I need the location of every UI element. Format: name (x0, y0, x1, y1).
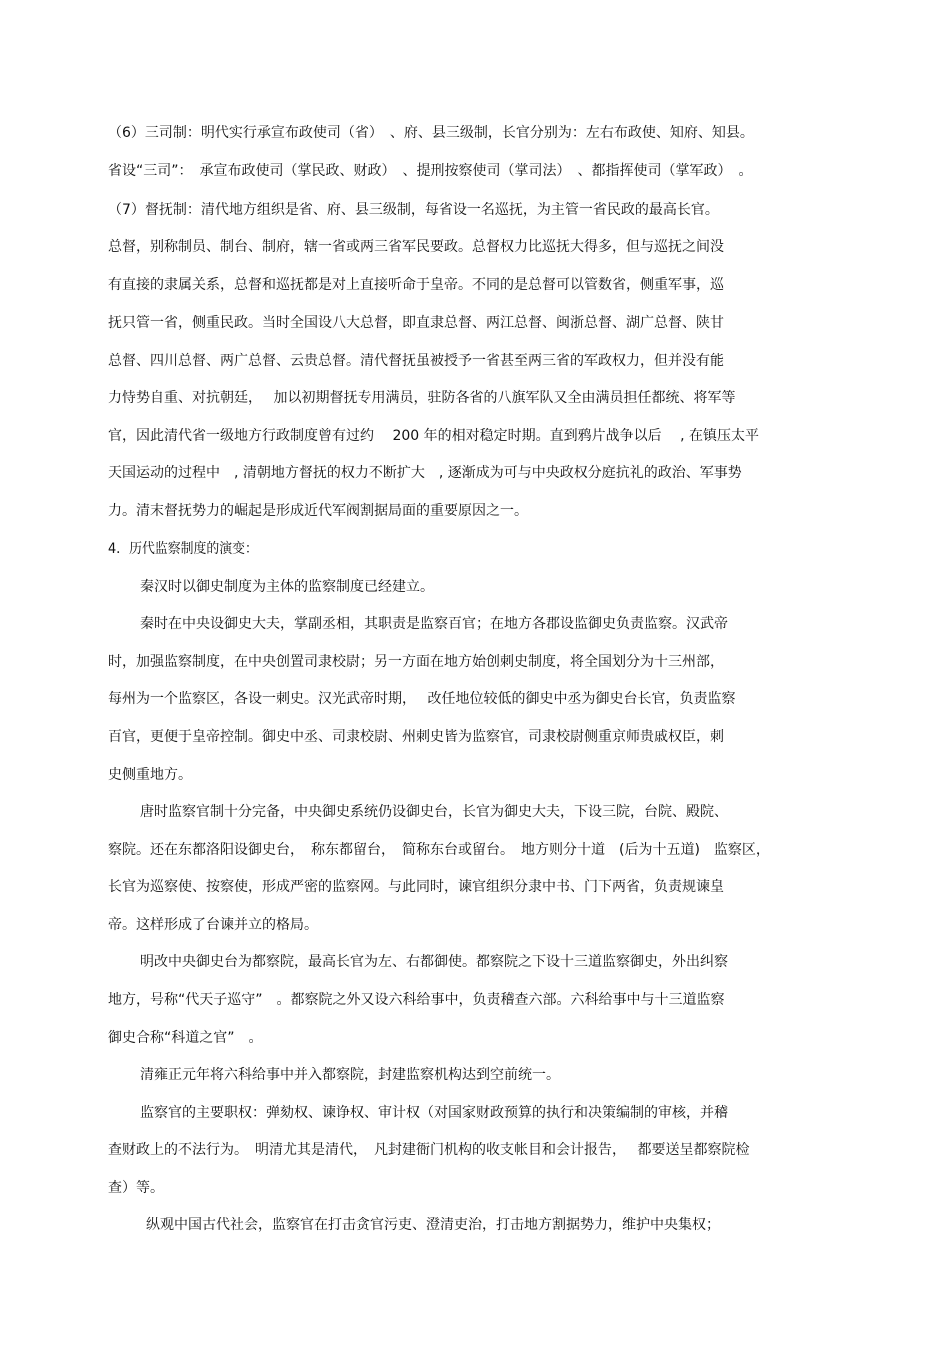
paragraph-line: 查）等。 (108, 1180, 164, 1196)
paragraph-line: 御史合称“科道之官” 。 (108, 1030, 263, 1046)
paragraph-line: 史侧重地方。 (108, 767, 192, 783)
paragraph-line: 查财政上的不法行为。 明清尤其是清代， 凡封建衙门机构的收支帐目和会计报告， 都要送呈都察院检 (108, 1142, 750, 1158)
section-heading: 4．历代监察制度的演变： (108, 541, 258, 557)
paragraph-line: 力。清末督抚势力的崛起是形成近代军阀割据局面的重要原因之一。 (108, 503, 528, 519)
paragraph-line: （6）三司制：明代实行承宣布政使司（省） 、府、县三级制，长官分别为：左右布政使、知府、知县。 (108, 125, 754, 141)
paragraph-line: 力恃势自重、对抗朝廷， 加以初期督抚专用满员，驻防各省的八旗军队又全由满员担任都统、将军等 (108, 390, 736, 406)
paragraph-line: 有直接的隶属关系，总督和巡抚都是对上直接听命于皇帝。不同的是总督可以管数省，侧重军事，巡 (108, 277, 724, 293)
paragraph-line: 清雍正元年将六科给事中并入都察院，封建监察机构达到空前统一。 (140, 1067, 560, 1083)
paragraph-line: 时，加强监察制度，在中央创置司隶校尉；另一方面在地方始创刺史制度，将全国划分为十三州部， (108, 654, 724, 670)
paragraph-line: 地方，号称“代天子巡守” 。都察院之外又设六科给事中，负责稽查六部。六科给事中与十三道监察 (108, 992, 725, 1008)
paragraph-line: 唐时监察官制十分完备，中央御史系统仍设御史台，长官为御史大夫，下设三院，台院、殿院、 (140, 804, 728, 820)
paragraph-line: 总督，别称制员、制台、制府，辖一省或两三省军民要政。总督权力比巡抚大得多，但与巡抚之间没 (108, 239, 724, 255)
paragraph-line: 察院。还在东都洛阳设御史台， 称东都留台， 简称东台或留台。 地方则分十道 (后为十五道) 监察区， (108, 842, 770, 858)
paragraph-line: 监察官的主要职权：弹劾权、谏诤权、审计权（对国家财政预算的执行和决策编制的审核，并稽 (140, 1105, 728, 1121)
paragraph-line: （7）督抚制：清代地方组织是省、府、县三级制，每省设一名巡抚，为主管一省民政的最高长官。 (108, 202, 719, 218)
paragraph-line: 天国运动的过程中 , 清朝地方督抚的权力不断扩大 , 逐渐成为可与中央政权分庭抗礼的政治、军事势 (108, 465, 742, 481)
paragraph-line: 帝。这样形成了台谏并立的格局。 (108, 917, 318, 933)
paragraph-line: 每州为一个监察区，各设一刺史。汉光武帝时期， 改任地位较低的御史中丞为御史台长官，负责监察 (108, 691, 736, 707)
paragraph-line: 总督、四川总督、两广总督、云贵总督。清代督抚虽被授予一省甚至两三省的军政权力，但并没有能 (108, 353, 724, 369)
paragraph-line: 纵观中国古代社会，监察官在打击贪官污吏、澄清吏治，打击地方割据势力，维护中央集权； (146, 1217, 720, 1233)
paragraph-line: 秦时在中央设御史大夫，掌副丞相，其职责是监察百官；在地方各郡设监御史负责监察。汉武帝 (140, 616, 728, 632)
paragraph-line: 长官为巡察使、按察使，形成严密的监察网。与此同时，谏官组织分隶中书、门下两省，负责规谏皇 (108, 879, 724, 895)
paragraph-line: 省设“三司”： 承宣布政使司（掌民政、财政） 、提刑按察使司（掌司法） 、都指挥使司（掌军政） 。 (108, 163, 753, 179)
paragraph-line: 秦汉时以御史制度为主体的监察制度已经建立。 (140, 579, 434, 595)
paragraph-line: 官，因此清代省一级地方行政制度曾有过约 200 年的相对稳定时期。直到鸦片战争以后 , 在镇压太平 (108, 428, 759, 444)
paragraph-line: 抚只管一省，侧重民政。当时全国设八大总督，即直隶总督、两江总督、闽浙总督、湖广总督、陕甘 (108, 315, 724, 331)
paragraph-line: 明改中央御史台为都察院，最高长官为左、右都御使。都察院之下设十三道监察御史，外出纠察 (140, 954, 728, 970)
paragraph-line: 百官，更便于皇帝控制。御史中丞、司隶校尉、州刺史皆为监察官，司隶校尉侧重京师贵戚权臣，刺 (108, 729, 724, 745)
